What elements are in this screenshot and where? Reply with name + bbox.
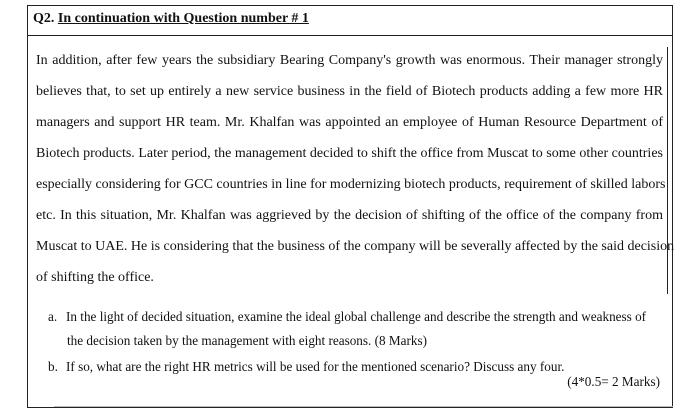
paragraph-line: etc. In this situation, Mr. Khalfan was aggrieved by the decision of shifting of the office of the company from bbox=[36, 208, 663, 223]
subquestion-b bbox=[48, 359, 564, 375]
subquestion-a bbox=[48, 309, 646, 325]
paragraph-line: believes that, to set up entirely a new service business in the field of Biotech products adding a few more HR bbox=[36, 84, 663, 99]
title-row bbox=[28, 6, 672, 36]
question-number: Q2. bbox=[33, 11, 55, 26]
paragraph-line: Biotech products. Later period, the management decided to shift the office from Muscat to some other countries bbox=[36, 146, 663, 161]
subquestion-b-marks: (4*0.5= 2 Marks) bbox=[567, 374, 660, 389]
paragraph-line: managers and support HR team. Mr. Khalfan was appointed an employee of Human Resource Department of bbox=[36, 115, 663, 130]
question-frame bbox=[27, 5, 673, 408]
question-reference: In continuation with Question number # 1 bbox=[57, 11, 309, 26]
paragraph-line: especially considering for GCC countries in line for modernizing biotech products, requirement of skilled labors bbox=[36, 177, 666, 192]
divider-line bbox=[54, 406, 673, 407]
question-title bbox=[33, 11, 309, 27]
subquestion-marker: a. bbox=[48, 309, 58, 324]
paragraph-line: In addition, after few years the subsidiary Bearing Company's growth was enormous. Their manager strongly bbox=[36, 53, 663, 68]
subquestion-a-continuation: the decision taken by the management with eight reasons. (8 Marks) bbox=[67, 333, 427, 348]
subquestion-marker: b. bbox=[48, 359, 58, 374]
subquestion-text: If so, what are the right HR metrics will be used for the mentioned scenario? Discuss any four. bbox=[66, 359, 565, 374]
paragraph-line: Muscat to UAE. He is considering that the business of the company will be severally affected by the said decision bbox=[36, 239, 675, 254]
paragraph-line: of shifting the office. bbox=[36, 270, 154, 285]
subquestion-text: In the light of decided situation, examine the ideal global challenge and describe the strength and weakness of bbox=[66, 309, 647, 324]
scenario-paragraph bbox=[28, 47, 675, 294]
